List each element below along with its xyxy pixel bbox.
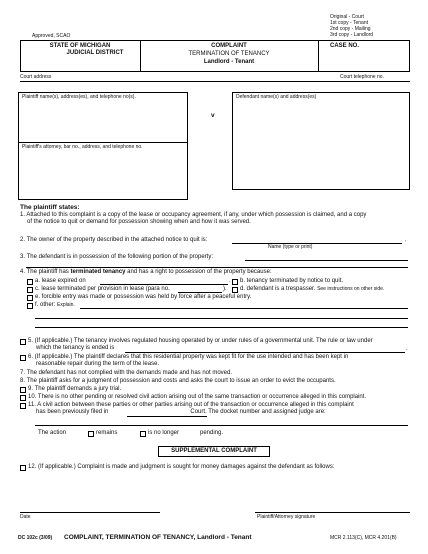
item-3: 3. The defendant is in possession of the following portion of the property: xyxy=(20,254,214,260)
option-a-checkbox[interactable] xyxy=(27,279,33,285)
lease-paragraph-field[interactable] xyxy=(178,292,222,293)
item-1: 1. Attached to this complaint is a copy of the lease or occupancy agreement, if any, under which possession is claimed, and a copy of the notice to quit or demand for possession showing when and how it was served. xyxy=(20,212,367,225)
plaintiff-label: Plaintiff name(s), address(es), and telephone no(s). xyxy=(22,94,136,100)
date-label: Date xyxy=(20,514,31,520)
option-c-checkbox[interactable] xyxy=(27,287,33,293)
option-f-checkbox[interactable] xyxy=(27,303,33,309)
remains-label: remains xyxy=(96,430,118,436)
owner-name-field[interactable] xyxy=(232,243,402,244)
copy-landlord: 3rd copy - Landlord xyxy=(330,32,374,38)
form-number: DC 102c (3/09) xyxy=(18,535,53,541)
copy-tenant: 1st copy - Tenant xyxy=(330,20,368,26)
plaintiff-states: The plaintiff states: xyxy=(20,204,80,211)
item-9-checkbox[interactable] xyxy=(20,387,26,393)
attorney-label: Plaintiff's attorney, bar no., address, and telephone no. xyxy=(22,144,143,150)
item-11-checkbox[interactable] xyxy=(20,403,26,409)
item-4: 4. The plaintiff has terminated tenancy and has a right to possession of the property because: xyxy=(20,269,272,275)
case-no-field[interactable] xyxy=(320,50,408,70)
item-6: 6. (If applicable.) The plaintiff declares that this residential property was kept fit for the use intended and has been kept in reasonable repair during the term of the lease. xyxy=(28,354,349,367)
no-longer-checkbox[interactable] xyxy=(140,431,146,437)
form-subtitle: TERMINATION OF TENANCY xyxy=(188,51,270,57)
other-explain-field[interactable] xyxy=(80,308,408,309)
option-b-label: b. tenancy terminated by notice to quit. xyxy=(240,278,344,284)
pending-label: pending. xyxy=(200,430,224,436)
footer-title: COMPLAINT, TERMINATION OF TENANCY, Landlord - Tenant xyxy=(64,534,252,541)
item-11: 11. A civil action between these parties or other parties arising out of the transaction or occurrence alleged in this complaint has been previously filed in Court. The docket number and assigned judge are: xyxy=(28,402,354,415)
action-label: The action xyxy=(38,430,67,436)
prior-court-field[interactable] xyxy=(127,416,207,417)
option-f-label: f. other: Explain. xyxy=(35,302,75,308)
no-longer-label: is no longer xyxy=(148,430,180,436)
copy-distribution xyxy=(330,14,373,38)
option-b-checkbox[interactable] xyxy=(232,279,238,285)
option-e-checkbox[interactable] xyxy=(27,295,33,301)
court-address-label: Court address xyxy=(20,74,52,80)
rule-law-field[interactable] xyxy=(125,352,405,353)
item-9: 9. The plaintiff demands a jury trial. xyxy=(28,386,122,392)
date-field[interactable] xyxy=(20,512,160,513)
copy-mailing: 2nd copy - Mailing xyxy=(330,26,371,32)
option-c-label: c. lease terminated per provision in lease (para no. xyxy=(35,286,170,292)
item-12-checkbox[interactable] xyxy=(20,465,26,471)
state-label: STATE OF MICHIGAN xyxy=(49,43,111,49)
defendant-box[interactable] xyxy=(232,92,410,190)
item-7: 7. The defendant has not complied with the demands made and has not moved. xyxy=(20,370,233,376)
lease-expired-date-field[interactable] xyxy=(100,284,228,285)
case-no-label: CASE NO. xyxy=(330,43,360,49)
form-title: COMPLAINT xyxy=(211,43,247,49)
signature-field[interactable] xyxy=(255,512,410,513)
owner-name-note: Name (type or print) xyxy=(268,244,313,250)
item-10: 10. There is no other pending or resolved civil action arising out of the same transaction or occurrence alleged in this complaint. xyxy=(28,394,367,400)
portion-field[interactable] xyxy=(245,260,408,261)
court-rules: MCR 2.113(C), MCR 4.201(B) xyxy=(330,535,397,541)
option-d-label: d. defendant is a trespasser. See instructions on other side. xyxy=(240,286,385,292)
option-a-label: a. lease expired on xyxy=(35,278,86,284)
versus-label: v xyxy=(211,112,215,119)
item-6-checkbox[interactable] xyxy=(20,355,26,361)
copy-original: Original - Court xyxy=(330,14,364,20)
option-d-checkbox[interactable] xyxy=(232,287,238,293)
signature-label: Plaintiff/Attorney signature xyxy=(257,514,316,520)
item-5-checkbox[interactable] xyxy=(20,339,26,345)
item-5: 5. (If applicable.) The tenancy involves regulated housing operated by or under rules of a governmental unit. The rule or law under which the tenancy is ended is xyxy=(28,338,373,351)
item-2: 2. The owner of the property described in the attached notice to quit is: xyxy=(20,237,208,243)
option-e-label: e. forcible entry was made or possession was held by force after a peaceful entry. xyxy=(35,294,252,300)
court-phone-label: Court telephone no. xyxy=(340,74,384,80)
defendant-label: Defendant name(s) and address(es) xyxy=(236,94,317,100)
district-label: JUDICIAL DISTRICT xyxy=(66,50,124,56)
item-10-checkbox[interactable] xyxy=(20,395,26,401)
supplemental-title: SUPPLEMENTAL COMPLAINT xyxy=(171,448,257,454)
remains-checkbox[interactable] xyxy=(88,431,94,437)
item-8: 8. The plaintiff asks for a judgment of possession and costs and asks the court to issue an order to evict the occupants. xyxy=(20,378,336,384)
item-12: 12. (If applicable.) Complaint is made and judgment is sought for money damages against the defendant as follows: xyxy=(28,464,335,470)
approved-label: Approved, SCAO xyxy=(32,33,71,39)
form-subtitle-2: Landlord - Tenant xyxy=(203,59,255,65)
